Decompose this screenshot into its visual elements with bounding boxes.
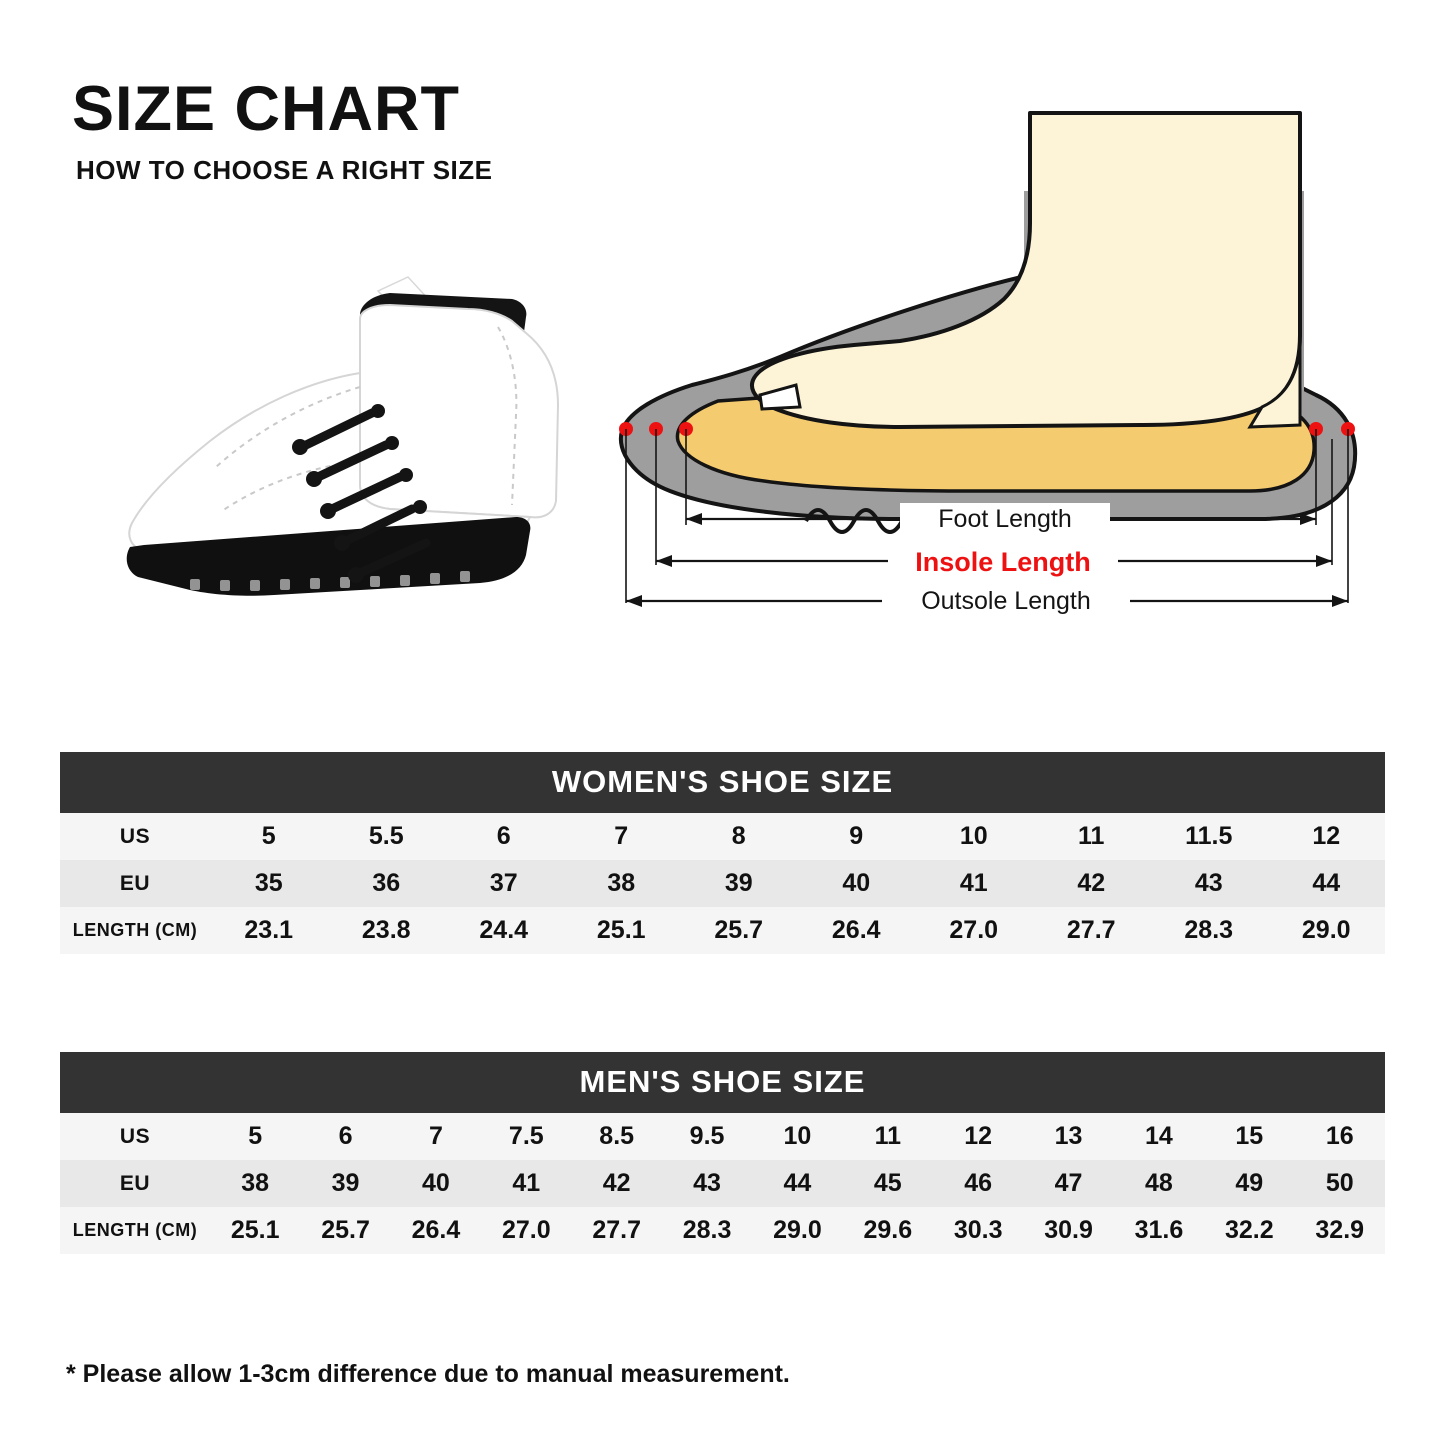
row-header-eu: EU	[60, 860, 210, 907]
cell: 31.6	[1114, 1207, 1204, 1254]
cell: 9.5	[662, 1113, 752, 1160]
womens-size-table-block	[60, 752, 1385, 954]
cell: 50	[1295, 1160, 1386, 1207]
table-row	[60, 1113, 1385, 1160]
cell: 27.7	[1033, 907, 1151, 954]
measurement-footnote: * Please allow 1-3cm difference due to manual measurement.	[66, 1360, 790, 1388]
cell: 27.0	[915, 907, 1033, 954]
cell: 46	[933, 1160, 1023, 1207]
cell: 38	[210, 1160, 300, 1207]
table-row	[60, 907, 1385, 954]
cell: 35	[210, 860, 328, 907]
cell: 43	[662, 1160, 752, 1207]
table-row	[60, 1207, 1385, 1254]
cell: 32.9	[1295, 1207, 1386, 1254]
womens-table-title: WOMEN'S SHOE SIZE	[60, 752, 1385, 813]
cell: 12	[933, 1113, 1023, 1160]
cell: 47	[1023, 1160, 1113, 1207]
cell: 8	[680, 813, 798, 860]
row-header-us: US	[60, 1113, 210, 1160]
cell: 10	[915, 813, 1033, 860]
table-row	[60, 860, 1385, 907]
page-header	[72, 74, 493, 186]
cell: 6	[445, 813, 563, 860]
cell: 5	[210, 1113, 300, 1160]
cell: 28.3	[1150, 907, 1268, 954]
cell: 25.7	[300, 1207, 390, 1254]
cell: 29.0	[752, 1207, 842, 1254]
cell: 7	[391, 1113, 481, 1160]
cell: 41	[481, 1160, 571, 1207]
cell: 13	[1023, 1113, 1113, 1160]
cell: 29.0	[1268, 907, 1386, 954]
cell: 40	[391, 1160, 481, 1207]
cell: 8.5	[572, 1113, 662, 1160]
cell: 7	[563, 813, 681, 860]
insole-length-label: Insole Length	[915, 547, 1091, 577]
cell: 27.0	[481, 1207, 571, 1254]
cell: 11	[1033, 813, 1151, 860]
cell: 11	[843, 1113, 933, 1160]
foot-measurement-diagram	[600, 95, 1400, 655]
cell: 10	[752, 1113, 842, 1160]
cell: 23.1	[210, 907, 328, 954]
cell: 23.8	[328, 907, 446, 954]
cell: 42	[1033, 860, 1151, 907]
page-title: SIZE CHART	[72, 74, 460, 144]
cell: 44	[752, 1160, 842, 1207]
cell: 38	[563, 860, 681, 907]
cell: 45	[843, 1160, 933, 1207]
boot-product-image	[60, 255, 560, 615]
cell: 30.3	[933, 1207, 1023, 1254]
cell: 37	[445, 860, 563, 907]
cell: 26.4	[391, 1207, 481, 1254]
table-row	[60, 813, 1385, 860]
cell: 48	[1114, 1160, 1204, 1207]
page-subtitle: HOW TO CHOOSE A RIGHT SIZE	[76, 155, 493, 185]
cell: 27.7	[572, 1207, 662, 1254]
cell: 24.4	[445, 907, 563, 954]
cell: 28.3	[662, 1207, 752, 1254]
row-header-eu: EU	[60, 1160, 210, 1207]
cell: 15	[1204, 1113, 1294, 1160]
cell: 41	[915, 860, 1033, 907]
cell: 43	[1150, 860, 1268, 907]
cell: 42	[572, 1160, 662, 1207]
row-header-length: LENGTH (CM)	[60, 907, 210, 954]
foot-length-label: Foot Length	[938, 505, 1072, 533]
cell: 11.5	[1150, 813, 1268, 860]
row-header-length: LENGTH (CM)	[60, 1207, 210, 1254]
outsole-length-label: Outsole Length	[921, 587, 1091, 615]
cell: 5.5	[328, 813, 446, 860]
cell: 32.2	[1204, 1207, 1294, 1254]
mens-size-table	[60, 1113, 1385, 1254]
mens-size-table-block	[60, 1052, 1385, 1254]
cell: 16	[1295, 1113, 1386, 1160]
cell: 14	[1114, 1113, 1204, 1160]
cell: 25.1	[210, 1207, 300, 1254]
cell: 7.5	[481, 1113, 571, 1160]
cell: 36	[328, 860, 446, 907]
cell: 29.6	[843, 1207, 933, 1254]
cell: 9	[798, 813, 916, 860]
cell: 30.9	[1023, 1207, 1113, 1254]
cell: 39	[300, 1160, 390, 1207]
cell: 25.1	[563, 907, 681, 954]
cell: 44	[1268, 860, 1386, 907]
cell: 12	[1268, 813, 1386, 860]
cell: 39	[680, 860, 798, 907]
mens-table-title: MEN'S SHOE SIZE	[60, 1052, 1385, 1113]
cell: 26.4	[798, 907, 916, 954]
cell: 6	[300, 1113, 390, 1160]
cell: 40	[798, 860, 916, 907]
cell: 5	[210, 813, 328, 860]
row-header-us: US	[60, 813, 210, 860]
womens-size-table	[60, 813, 1385, 954]
cell: 49	[1204, 1160, 1294, 1207]
cell: 25.7	[680, 907, 798, 954]
table-row	[60, 1160, 1385, 1207]
